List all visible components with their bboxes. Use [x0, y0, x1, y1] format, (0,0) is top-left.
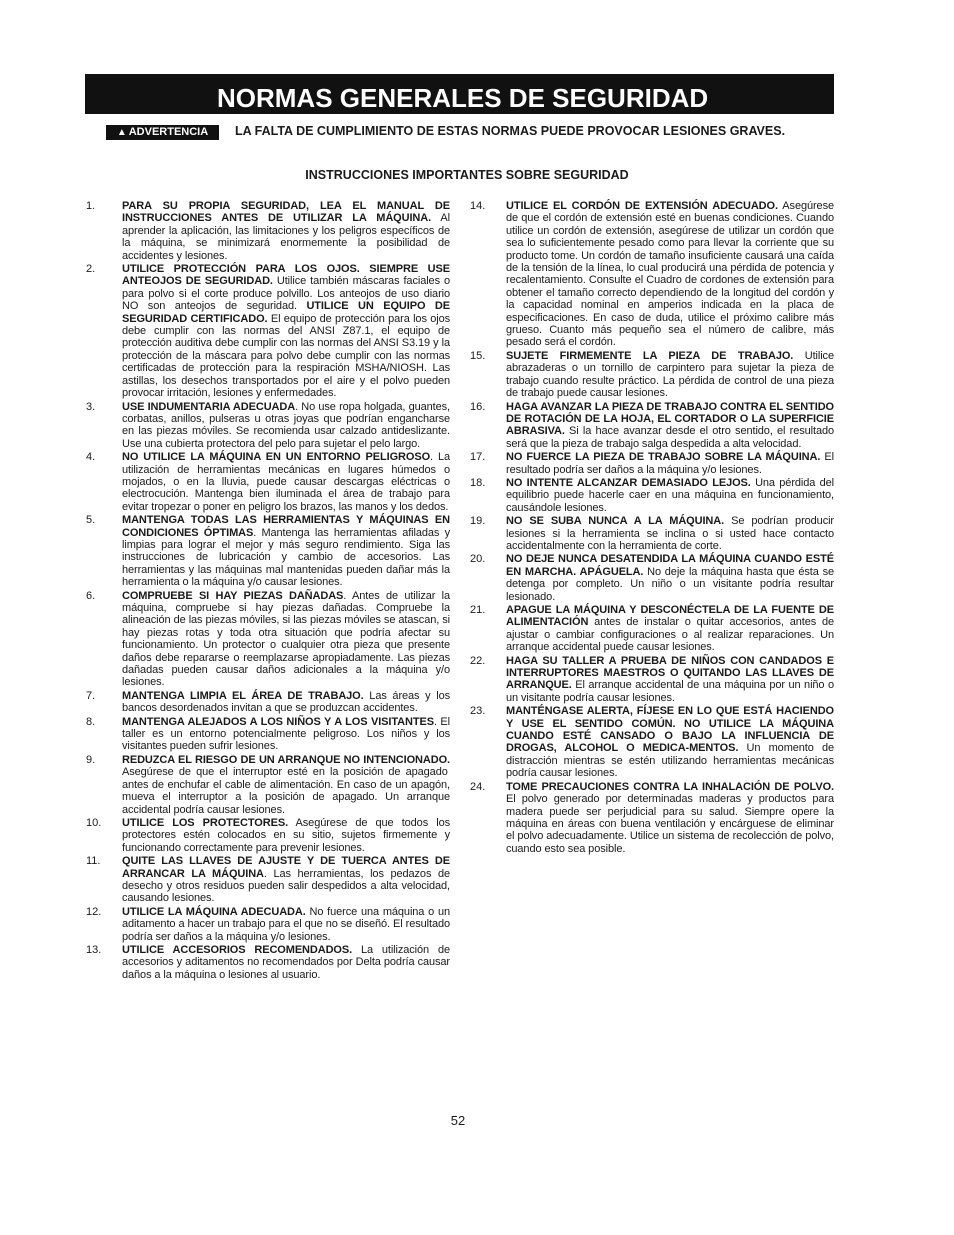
- item-number: 11.: [86, 855, 101, 868]
- safety-rule-item: [86, 514, 450, 588]
- item-body: [122, 590, 450, 689]
- item-lead-secondary: UTILICE UN EQUIPO DE SEGURIDAD CERTIFICADO.: [122, 300, 450, 325]
- safety-rule-item: [470, 350, 834, 400]
- item-body: [122, 944, 450, 981]
- item-text: . Mantenga las herramientas afiladas y limpias para lograr el mejor y más seguro rendimiento. Siga las instrucciones de lubricación y cambio de accesorios. Las herramientas y las máquinas mal mantenidas pueden dañar más la herramienta o la máquina y/o causar lesiones.: [122, 526, 450, 589]
- item-number: 22.: [470, 654, 486, 667]
- page-title: NORMAS GENERALES DE SEGURIDAD: [85, 74, 834, 114]
- item-lead: UTILICE LOS PROTECTORES.: [122, 816, 289, 829]
- item-number: 13.: [86, 943, 102, 956]
- item-number: 9.: [86, 753, 96, 766]
- item-body: [122, 401, 450, 451]
- item-lead: COMPRUEBE SI HAY PIEZAS DAÑADAS: [122, 589, 344, 602]
- item-text-secondary: El equipo de protección para los ojos debe cumplir con las normas del ANSI Z87.1, el equipo de protección auditiva debe cumplir con las normas del ANSI S3.19 y la protección de la máscara para polvo debe cumplir con las normas certificadas de protección para la respiración MSHA/NIOSH. Las astillas, los desechos transportados por el aire y el polvo pueden provocar irritación, lesiones y enfermedades.: [122, 312, 450, 400]
- item-body: [506, 705, 834, 779]
- item-number: 24.: [470, 780, 486, 793]
- item-text: La utilización de accesorios y aditamentos no recomendados por Delta podría causar daños a la máquina o lesiones al usuario.: [122, 943, 450, 981]
- item-lead: QUITE LAS LLAVES DE AJUSTE Y DE TUERCA ANTES DE ARRANCAR LA MÁQUINA: [122, 855, 450, 880]
- item-number: 19.: [470, 515, 486, 528]
- item-number: 18.: [470, 476, 486, 489]
- safety-rule-item: [470, 781, 834, 855]
- item-lead: UTILICE PROTECCIÓN PARA LOS OJOS. SIEMPRE USE ANTEOJOS DE SEGURIDAD.: [122, 263, 450, 288]
- item-number: 17.: [470, 451, 486, 464]
- item-text: El resultado podría ser daños a la máquina y/o lesiones.: [506, 451, 834, 476]
- item-body: [122, 200, 450, 262]
- item-lead: REDUZCA EL RIESGO DE UN ARRANQUE NO INTENCIONADO.: [122, 753, 450, 766]
- item-lead: MANTENGA LIMPIA EL ÁREA DE TRABAJO.: [122, 689, 364, 702]
- item-number: 14.: [470, 200, 486, 212]
- left-column: [86, 200, 450, 982]
- item-text: No deje la máquina hasta que ésta se detenga por completo. Un niño o un visitante podría resultar lesionado.: [506, 565, 834, 603]
- item-text: Una pérdida del equilibrio puede hacerle caer en una máquina en funcionamiento, causándole lesiones.: [506, 476, 834, 514]
- item-lead: NO UTILICE LA MÁQUINA EN UN ENTORNO PELIGROSO: [122, 451, 431, 464]
- item-text: . El taller es un entorno potencialmente peligroso. Los niños y los visitantes pueden sufrir lesiones.: [122, 715, 451, 753]
- item-text: El arranque accidental de una máquina por un niño o un visitante podría causar lesiones.: [506, 679, 834, 704]
- safety-rule-item: [86, 716, 450, 753]
- safety-rule-item: [86, 855, 450, 905]
- item-body: [122, 906, 450, 943]
- item-body: [506, 781, 834, 855]
- item-number: 10.: [86, 816, 102, 829]
- right-column: [470, 200, 834, 856]
- item-lead: NO INTENTE ALCANZAR DEMASIADO LEJOS.: [506, 476, 751, 489]
- item-number: 3.: [86, 400, 96, 413]
- item-body: [506, 553, 834, 603]
- item-lead: UTILICE ACCESORIOS RECOMENDADOS.: [122, 943, 353, 956]
- item-text: Utilice también máscaras faciales o para polvo si el corte produce polvillo. Los anteojos de uso diario NO son anteojos de seguridad.: [122, 275, 451, 313]
- safety-rule-item: [86, 401, 450, 451]
- warning-badge: [106, 125, 219, 140]
- item-text: Las áreas y los bancos desordenados invitan a que se produzcan accidentes.: [122, 689, 450, 715]
- item-number: 20.: [470, 553, 486, 566]
- safety-rule-item: [470, 604, 834, 654]
- item-number: 1.: [86, 200, 96, 212]
- item-text: . Las herramientas, los pedazos de desecho y otros residuos pueden salir despedidos a alta velocidad, causando lesiones.: [122, 867, 450, 905]
- safety-rule-item: [86, 817, 450, 854]
- safety-rule-item: [470, 477, 834, 514]
- safety-rule-item: [470, 553, 834, 603]
- item-lead: HAGA SU TALLER A PRUEBA DE NIÑOS CON CANDADOS E INTERRUPTORES MAESTROS O QUITANDO LAS LLAVES DE ARRANQUE.: [506, 654, 834, 692]
- safety-rule-item: [470, 655, 834, 705]
- safety-rule-item: [470, 200, 834, 349]
- item-body: [506, 604, 834, 654]
- safety-rule-item: [86, 451, 450, 513]
- item-body: [122, 451, 450, 513]
- warning-badge-label: ADVERTENCIA: [128, 126, 209, 138]
- item-body: [122, 754, 450, 816]
- item-number: 12.: [86, 905, 102, 918]
- item-lead: TOME PRECAUCIONES CONTRA LA INHALACIÓN DE POLVO.: [506, 780, 834, 793]
- item-number: 2.: [86, 263, 96, 276]
- item-text: antes de instalar o quitar accesorios, antes de ajustar o cambiar configuraciones o al realizar reparaciones. Un arranque accidental puede causar lesiones.: [506, 616, 834, 654]
- item-body: [122, 514, 450, 588]
- safety-rule-item: [86, 944, 450, 981]
- item-lead: HAGA AVANZAR LA PIEZA DE TRABAJO CONTRA EL SENTIDO DE ROTACIÓN DE LA HOJA, EL CORTADOR O LA SUPERFICIE ABRASIVA.: [506, 400, 834, 438]
- item-body: [506, 200, 834, 349]
- warning-text: LA FALTA DE CUMPLIMIENTO DE ESTAS NORMAS PUEDE PROVOCAR LESIONES GRAVES.: [235, 124, 786, 138]
- item-lead: UTILICE EL CORDÓN DE EXTENSIÓN ADECUADO.: [506, 200, 778, 212]
- item-body: [506, 350, 834, 400]
- safety-rule-item: [86, 263, 450, 399]
- item-text: Se podrían producir lesiones si la herramienta se inclina o si usted hace contacto accidentalmente con la herramienta de corte.: [506, 515, 834, 552]
- item-body: [122, 263, 450, 399]
- item-body: [122, 855, 450, 905]
- item-number: 6.: [86, 589, 96, 602]
- item-text: Al aprender la aplicación, las limitaciones y los peligros específicos de la máquina, se minimizará enormemente la posibilidad de accidentes y lesiones.: [122, 212, 450, 262]
- item-body: [506, 401, 834, 451]
- item-number: 7.: [86, 689, 96, 702]
- item-number: 15.: [470, 349, 486, 362]
- safety-rule-item: [86, 590, 450, 689]
- safety-rule-item: [470, 515, 834, 552]
- item-text: . Antes de utilizar la máquina, compruebe si hay piezas dañadas. Compruebe la alineación de las piezas móviles, si las piezas móviles se atascan, si hay piezas rotas y toda otra situación que podría afectar su funcionamiento. Un protector o cualquier otra pieza que presente daños debe repararse o reemplazarse apropiadamente. Las piezas dañadas pueden causar daños adicionales a la máquina y/o lesiones.: [122, 589, 450, 689]
- item-text: Si la hace avanzar desde el otro sentido, el resultado será que la pieza de trabajo salga despedida a alta velocidad.: [506, 425, 834, 450]
- item-body: [506, 515, 834, 552]
- item-lead: UTILICE LA MÁQUINA ADECUADA.: [122, 905, 306, 918]
- item-lead: APAGUE LA MÁQUINA Y DESCONÉCTELA DE LA FUENTE DE ALIMENTACIÓN: [506, 604, 834, 629]
- item-lead: NO DEJE NUNCA DESATENDIDA LA MÁQUINA CUANDO ESTÉ EN MARCHA. APÁGUELA.: [506, 553, 834, 578]
- item-body: [506, 477, 834, 514]
- item-lead: PARA SU PROPIA SEGURIDAD, LEA EL MANUAL DE INSTRUCCIONES ANTES DE UTILIZAR LA MÁQUINA.: [122, 200, 450, 225]
- item-text: . No use ropa holgada, guantes, corbatas, anillos, pulseras u otras joyas que podrían engancharse en las piezas móviles. Se recomienda usar calzado antideslizante. Use una cubierta protectora del pelo para sujetar el pelo largo.: [122, 400, 450, 450]
- item-body: [506, 655, 834, 705]
- safety-rule-item: [86, 754, 450, 816]
- item-number: 21.: [470, 604, 486, 616]
- safety-rule-item: [86, 906, 450, 943]
- item-lead: NO SE SUBA NUNCA A LA MÁQUINA.: [506, 515, 725, 528]
- safety-rule-item: [86, 690, 450, 715]
- item-body: [506, 451, 834, 476]
- safety-rule-item: [86, 200, 450, 262]
- item-text: Asegúrese de que el cordón de extensión esté en buenas condiciones. Cuando utilice un cordón de extensión, asegúrese de utilizar un cordón que sea lo suficientemente pesado como para llevar la corriente que su producto tome. Un cordón de tamaño insuficiente causará una caída de la tensión de la línea, lo cual producirá una pérdida de potencia y recalentamiento. Consulte el Cuadro de cordones de extensión para obtener el tamaño correcto dependiendo de la longitud del cordón y la capacidad nominal en amperios indicada en la placa de especificaciones. En caso de duda, utilice el próximo calibre más grueso. Cuanto más pequeño sea el número de calibre, más pesado será el cordón.: [506, 200, 834, 349]
- item-body: [122, 716, 450, 753]
- item-body: [122, 817, 450, 854]
- item-lead: MANTÉNGASE ALERTA, FÍJESE EN LO QUE ESTÁ HACIENDO Y USE EL SENTIDO COMÚN. NO UTILICE LA MÁQUINA CUANDO ESTÉ CANSADO O BAJO LA INFLUENCIA DE DROGAS, ALCOHOL O MEDICA-MENTOS.: [506, 705, 834, 755]
- item-text: Asegúrese de que el interruptor esté en la posición de apagado antes de enchufar el cable de alimentación. En caso de un apagón, mueva el interruptor a la posición de apagado. Un arranque accidental podría causar lesiones.: [122, 766, 450, 816]
- warning-triangle-icon: ▲: [116, 127, 127, 138]
- safety-rule-item: [470, 401, 834, 451]
- item-lead: MANTENGA ALEJADOS A LOS NIÑOS Y A LOS VISITANTES: [122, 715, 434, 728]
- item-text: Asegúrese de que todos los protectores estén colocados en su sitio, sujetos firmemente y funcionando correctamente para prevenir lesiones.: [122, 816, 450, 854]
- item-lead: MANTENGA TODAS LAS HERRAMIENTAS Y MÁQUINAS EN CONDICIONES ÓPTIMAS: [122, 514, 450, 539]
- item-number: 8.: [86, 715, 96, 728]
- item-text: El polvo generado por determinadas maderas y productos para madera puede ser perjudicial para su salud. Siempre opere la máquina en áreas con buena ventilación y encárguese de eliminar el polvo adecuadamente. Utilice un sistema de recolección de polvo, cuando esto sea posible.: [506, 793, 834, 855]
- item-body: [122, 690, 450, 715]
- page-number: 52: [450, 1113, 466, 1128]
- item-number: 16.: [470, 400, 486, 413]
- item-number: 4.: [86, 451, 96, 464]
- item-lead: USE INDUMENTARIA ADECUADA: [122, 400, 296, 413]
- safety-rule-item: [470, 451, 834, 476]
- item-number: 23.: [470, 705, 486, 718]
- item-lead: NO FUERCE LA PIEZA DE TRABAJO SOBRE LA MÁQUINA.: [506, 451, 821, 464]
- item-lead: SUJETE FIRMEMENTE LA PIEZA DE TRABAJO.: [506, 349, 794, 362]
- item-text: Un momento de distracción mientras se estén utilizando herramientas mecánicas podría causar lesiones.: [506, 742, 834, 780]
- item-text: . La utilización de herramientas mecánicas en lugares húmedos o mojados, o en la lluvia, puede causar descargas eléctricas o electrocución. Mantenga bien iluminada el área de trabajo para evitar tropezar o poner en peligro los brazos, las manos y los dedos.: [122, 451, 450, 513]
- item-text: Utilice abrazaderas o un tornillo de carpintero para sujetar la pieza de trabajo cuando resulte práctico. La pérdida de control de una pieza de trabajo puede causar lesiones.: [506, 349, 834, 400]
- item-number: 5.: [86, 514, 96, 527]
- section-subtitle: INSTRUCCIONES IMPORTANTES SOBRE SEGURIDAD: [305, 168, 629, 182]
- item-text: No fuerce una máquina o un aditamento a hacer un trabajo para el que no se diseñó. El resultado podría ser daños a la máquina y/o lesiones.: [122, 905, 450, 943]
- safety-rule-item: [470, 705, 834, 779]
